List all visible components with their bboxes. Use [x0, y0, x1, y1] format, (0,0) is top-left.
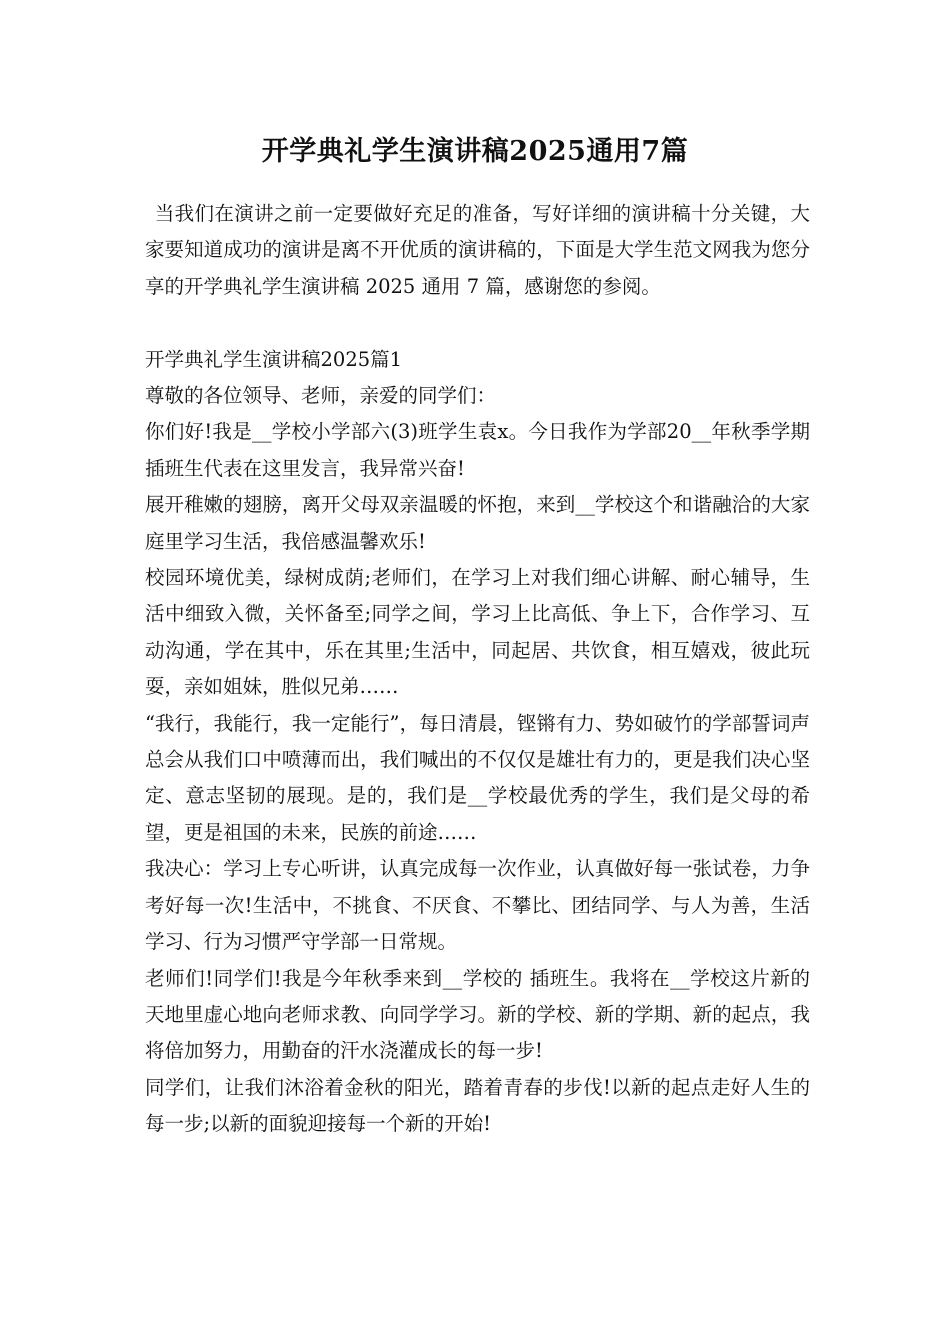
section-heading: 开学典礼学生演讲稿2025篇1: [145, 347, 403, 371]
body-paragraph: 校园环境优美，绿树成荫;老师们，在学习上对我们细心讲解、耐心辅导，生活中细致入微，关怀备至;同学之间，学习上比高低、争上下，合作学习、互动沟通，学在其中，乐在其里;生活中，同起居、共饮食，相互嬉戏，彼此玩耍，亲如姐妹，胜似兄弟……: [145, 566, 810, 699]
body-paragraph: 我决心：学习上专心听讲，认真完成每一次作业，认真做好每一张试卷，力争考好每一次!生活中，不挑食、不厌食、不攀比、团结同学、与人为善，生活学习、行为习惯严守学部一日常规。: [145, 857, 810, 954]
intro-paragraph: 当我们在演讲之前一定要做好充足的准备，写好详细的演讲稿十分关键，大家要知道成功的演讲是离不开优质的演讲稿的，下面是大学生范文网我为您分享的开学典礼学生演讲稿 2025 通用 7 篇，感谢您的参阅。: [145, 202, 810, 298]
body-paragraph: 尊敬的各位领导、老师，亲爱的同学们：: [145, 384, 497, 408]
paragraph-spacer: [145, 305, 810, 341]
document-title: 开学典礼学生演讲稿2025通用7篇: [261, 136, 689, 167]
body-paragraph: 你们好!我是__学校小学部六(3)班学生袁x。今日我作为学部20__年秋季学期插班生代表在这里发言，我异常兴奋!: [145, 420, 810, 480]
body-paragraph: 老师们!同学们!我是今年秋季来到__学校的 插班生。我将在__学校这片新的天地里虚心地向老师求教、向同学学习。新的学校、新的学期、新的起点，我将倍加努力，用勤奋的汗水浇灌成长的每一步!: [145, 966, 810, 1063]
body-paragraph: 同学们，让我们沐浴着金秋的阳光，踏着青春的步伐!以新的起点走好人生的每一步;以新的面貌迎接每一个新的开始!: [145, 1075, 810, 1136]
body-paragraph: 展开稚嫩的翅膀，离开父母双亲温暖的怀抱，来到__学校这个和谐融洽的大家庭里学习生活，我倍感温馨欢乐!: [145, 493, 810, 553]
document-body: [145, 196, 810, 1143]
body-paragraph: “我行，我能行，我一定能行”，每日清晨，铿锵有力、势如破竹的学部誓词声总会从我们口中喷薄而出，我们喊出的不仅仅是雄壮有力的，更是我们决心坚定、意志坚韧的展现。是的，我们是__学校最优秀的学生，我们是父母的希望，更是祖国的未来，民族的前途……: [145, 711, 810, 844]
